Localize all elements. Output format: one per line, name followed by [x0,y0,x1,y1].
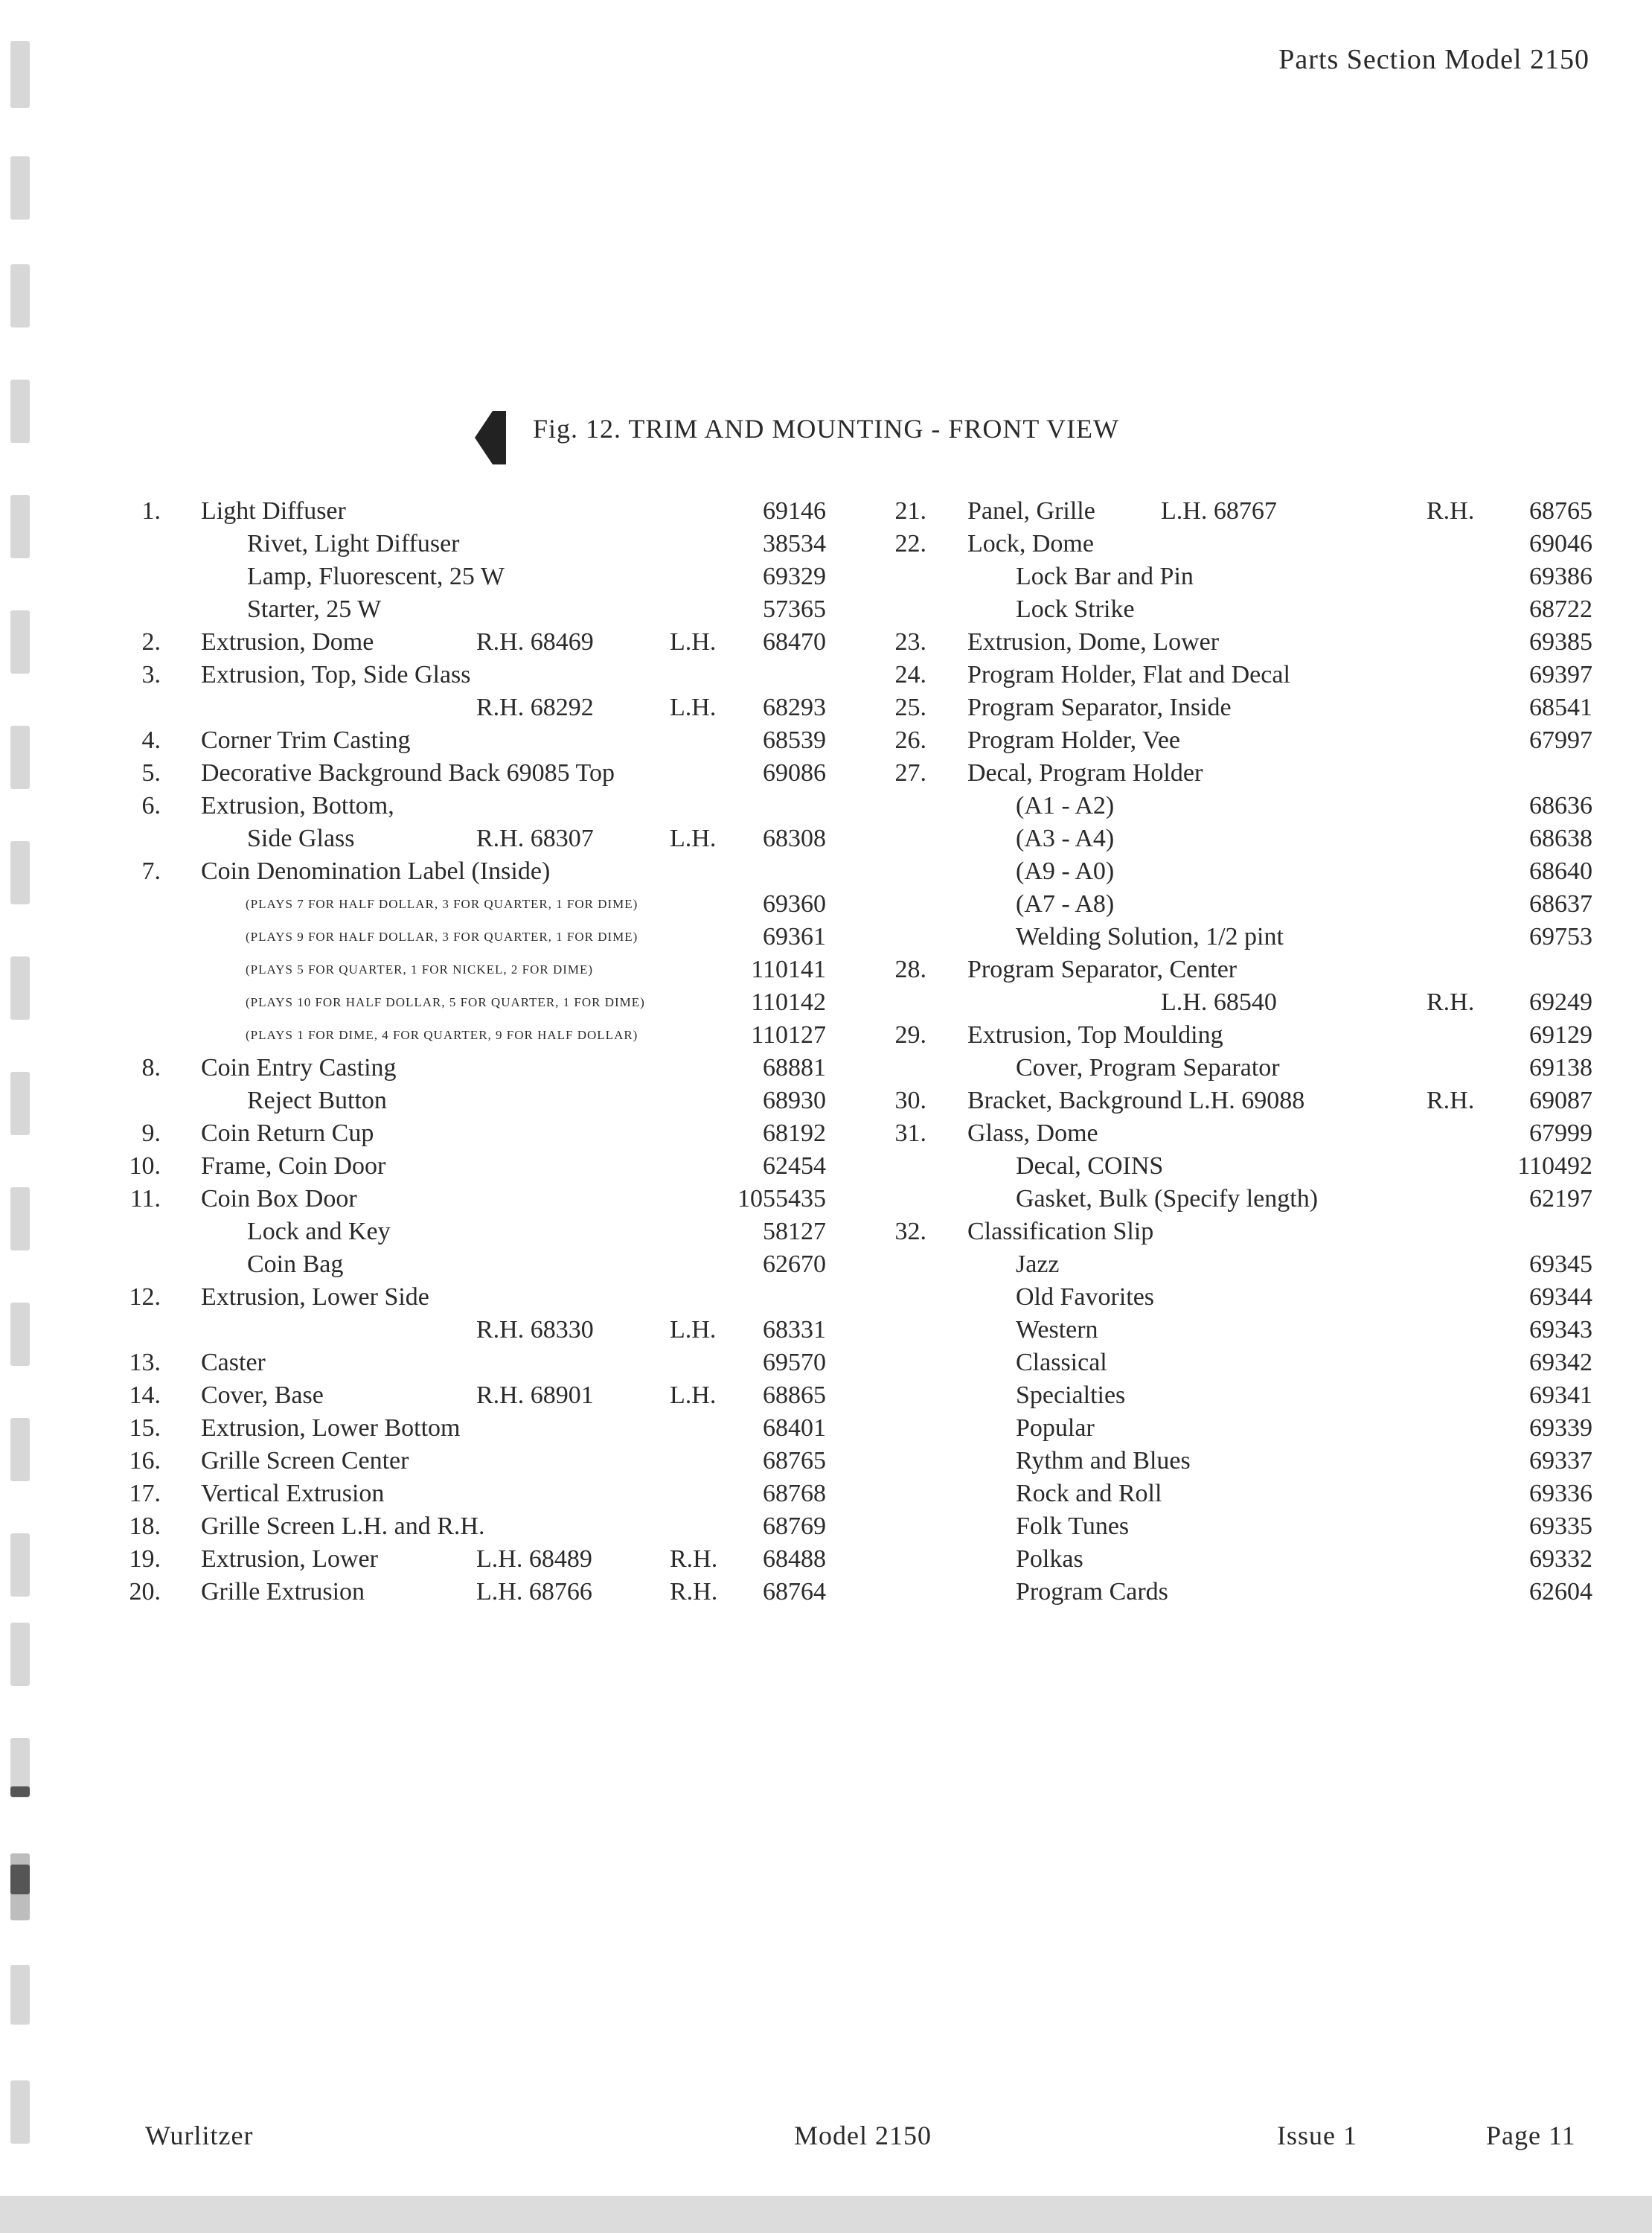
parts-row [119,691,826,724]
item-description: (A3 - A4) [1016,825,1115,852]
item-description: (PLAYS 10 FOR HALF DOLLAR, 5 FOR QUARTER, 1 FOR DIME) [246,995,645,1009]
item-description: (A7 - A8) [1016,890,1115,918]
parts-row [119,659,826,691]
part-number: 110492 [1517,1152,1592,1180]
item-description: Extrusion, Top, Side Glass [201,661,471,689]
part-number: 69332 [1529,1545,1592,1573]
parts-row [874,921,1592,953]
item-description: Decal, COINS [1016,1152,1164,1180]
parts-row [119,1019,826,1052]
parts-row [874,757,1592,790]
parts-row [874,1478,1592,1510]
item-side-label: R.H. [1427,497,1475,525]
item-description: Extrusion, Dome, Lower [967,628,1220,656]
part-number: 69341 [1529,1381,1592,1409]
binder-hole [10,1965,30,2025]
item-description: Grille Screen L.H. and R.H. [201,1512,485,1540]
parts-row [119,1346,826,1379]
item-number: 1. [141,497,161,525]
parts-row [119,626,826,659]
item-description: Old Favorites [1016,1283,1155,1311]
part-number: 68930 [763,1087,826,1114]
item-description: Panel, Grille [967,497,1095,525]
binder-hole-shadow [10,1865,30,1894]
parts-row [874,1445,1592,1478]
part-number: 69337 [1529,1447,1592,1475]
part-number: 62454 [763,1152,826,1180]
parts-list-left [119,495,826,1609]
parts-row [119,855,826,888]
parts-row [119,921,826,953]
part-number: 1055435 [737,1185,826,1213]
parts-row [119,822,826,855]
item-description: Jazz [1016,1250,1060,1278]
part-number: 38534 [763,530,826,558]
parts-list-right [874,495,1592,1609]
part-number: 68331 [763,1316,826,1344]
parts-row [119,1478,826,1510]
binder-hole [10,41,30,108]
parts-row [119,1215,826,1248]
parts-row [119,1510,826,1543]
parts-row [874,1215,1592,1248]
parts-row [874,855,1592,888]
parts-row [119,593,826,626]
part-number: 58127 [763,1218,826,1245]
parts-row [119,1543,826,1576]
parts-row [874,1543,1592,1576]
binder-hole [10,1187,30,1250]
item-description: (PLAYS 9 FOR HALF DOLLAR, 3 FOR QUARTER, 1 FOR DIME) [246,930,638,944]
item-number: 8. [141,1054,161,1082]
item-description: Caster [201,1349,266,1376]
item-side-label: L.H. [670,825,717,852]
item-side-label: R.H. [1427,988,1475,1016]
part-number: 68192 [763,1119,826,1147]
footer-page-number: Page 11 [1486,2121,1576,2150]
part-number: 69344 [1529,1283,1592,1311]
part-number: 68470 [763,628,826,656]
item-description: Frame, Coin Door [201,1152,386,1180]
parts-row [119,953,826,986]
part-number: 68638 [1529,825,1592,852]
item-description: Lock, Dome [967,530,1094,558]
item-description: Grille Screen Center [201,1447,409,1475]
item-description: Folk Tunes [1016,1512,1130,1540]
item-description: Rock and Roll [1016,1480,1162,1507]
parts-row [874,1576,1592,1609]
item-number: 23. [894,628,926,656]
parts-row [119,1281,826,1314]
parts-row [119,757,826,790]
item-description: Specialties [1016,1381,1126,1409]
item-number: 27. [894,759,926,787]
item-number: 7. [141,857,161,885]
parts-row [874,691,1592,724]
item-description: Popular [1016,1414,1095,1442]
item-description: Coin Box Door [201,1185,357,1213]
part-number: 68722 [1529,595,1592,623]
parts-row [874,1117,1592,1150]
item-description: Decal, Program Holder [967,759,1203,787]
binder-hole [10,956,30,1020]
item-number: 18. [129,1512,161,1540]
part-number: 68293 [763,694,826,721]
part-number: 57365 [763,595,826,623]
part-number: 68488 [763,1545,826,1573]
item-number: 28. [894,956,926,983]
item-description: Coin Return Cup [201,1119,374,1147]
item-description: Extrusion, Lower Side [201,1283,429,1311]
item-number: 21. [894,497,926,525]
parts-row [119,1445,826,1478]
item-description: Lamp, Fluorescent, 25 W [247,563,505,590]
part-number: 69138 [1529,1054,1592,1082]
item-description: Corner Trim Casting [201,726,411,754]
parts-row [874,1412,1592,1445]
item-side-label: R.H. [670,1545,718,1573]
item-side-label: R.H. [670,1578,718,1606]
item-side-label: L.H. [670,1381,717,1409]
part-number: 69753 [1529,923,1592,951]
item-description: Classification Slip [967,1218,1154,1245]
item-description: Welding Solution, 1/2 pint [1016,923,1284,951]
part-number: 69335 [1529,1512,1592,1540]
part-number: 69339 [1529,1414,1592,1442]
item-description: Light Diffuser [201,497,346,525]
part-number: 62670 [763,1250,826,1278]
item-description: Side Glass [247,825,355,852]
footer-issue: Issue 1 [1277,2121,1357,2150]
item-description: (PLAYS 7 FOR HALF DOLLAR, 3 FOR QUARTER, 1 FOR DIME) [246,897,638,911]
part-number: 110142 [751,988,826,1016]
item-description: Extrusion, Dome [201,628,374,656]
parts-row [874,1281,1592,1314]
item-variant: R.H. 68292 [476,694,594,721]
parts-row [874,1379,1592,1412]
item-number: 11. [129,1185,161,1213]
footer-company: Wurlitzer [145,2121,254,2150]
item-number: 3. [141,661,161,689]
part-number: 69343 [1529,1316,1592,1344]
part-number: 62604 [1529,1578,1592,1606]
item-description: Program Separator, Center [967,956,1238,983]
parts-row [874,626,1592,659]
parts-row [874,1052,1592,1084]
parts-row [874,1183,1592,1215]
footer-model: Model 2150 [794,2121,932,2150]
item-description: Rivet, Light Diffuser [247,530,460,558]
item-variant: R.H. 68307 [476,825,594,852]
item-description: Rythm and Blues [1016,1447,1191,1475]
item-number: 2. [141,628,161,656]
parts-row [874,790,1592,822]
binder-hole [10,264,30,328]
item-variant: R.H. 68469 [476,628,594,656]
item-description: Program Separator, Inside [967,694,1232,721]
item-number: 5. [141,759,161,787]
parts-row [874,593,1592,626]
item-description: Program Holder, Flat and Decal [967,661,1290,689]
part-number: 68539 [763,726,826,754]
part-number: 69570 [763,1349,826,1376]
item-description: Extrusion, Top Moulding [967,1021,1223,1049]
item-description: Program Cards [1016,1578,1168,1606]
parts-row [874,1346,1592,1379]
item-variant: R.H. 68330 [476,1316,594,1344]
binder-hole [10,2080,30,2144]
part-number: 68636 [1529,792,1592,820]
item-description: Lock Bar and Pin [1016,563,1194,590]
item-description: Decorative Background Back 69085 Top [201,759,615,787]
parts-row [119,1314,826,1346]
part-number: 69129 [1529,1021,1592,1049]
part-number: 69397 [1529,661,1592,689]
item-variant: L.H. 68540 [1161,988,1277,1016]
part-number: 69046 [1529,530,1592,558]
item-description: Polkas [1016,1545,1083,1573]
part-number: 68637 [1529,890,1592,918]
item-number: 16. [129,1447,161,1475]
item-number: 29. [894,1021,926,1049]
item-description: Classical [1016,1349,1107,1376]
parts-row [874,528,1592,560]
item-number: 25. [894,694,926,721]
parts-row [119,495,826,528]
item-description: Gasket, Bulk (Specify length) [1016,1185,1319,1213]
item-description: Vertical Extrusion [201,1480,385,1507]
item-description: Reject Button [247,1087,387,1114]
part-number: 69386 [1529,563,1592,590]
item-description: Extrusion, Lower [201,1545,378,1573]
part-number: 62197 [1529,1185,1592,1213]
part-number: 68768 [763,1480,826,1507]
binder-hole [10,1623,30,1686]
item-number: 12. [129,1283,161,1311]
parts-row [874,560,1592,593]
item-description: Lock Strike [1016,595,1135,623]
item-description: Cover, Base [201,1381,324,1409]
part-number: 68640 [1529,857,1592,885]
item-description: Cover, Program Separator [1016,1054,1280,1082]
item-side-label: R.H. [1427,1087,1475,1114]
figure-title-text: Fig. 12. TRIM AND MOUNTING - FRONT VIEW [533,414,1120,444]
binder-hole [10,1072,30,1135]
parts-row [874,1248,1592,1281]
parts-row [874,495,1592,528]
binder-hole [10,1418,30,1481]
item-number: 24. [894,661,926,689]
item-side-label: L.H. [670,694,717,721]
parts-row [119,1150,826,1183]
part-number: 69249 [1529,988,1592,1016]
item-side-label: L.H. [670,628,717,656]
part-number: 69360 [763,890,826,918]
item-number: 22. [894,530,926,558]
item-description: Coin Denomination Label (Inside) [201,857,551,885]
item-number: 4. [141,726,161,754]
page-header: Parts Section Model 2150 [1278,44,1589,75]
binder-hole [10,1303,30,1366]
part-number: 68308 [763,825,826,852]
part-number: 110127 [751,1021,826,1049]
parts-row [874,822,1592,855]
binder-hole [10,841,30,904]
part-number: 69087 [1529,1087,1592,1114]
part-number: 69342 [1529,1349,1592,1376]
binder-hole [10,156,30,220]
parts-row [119,1412,826,1445]
parts-row [119,1576,826,1609]
part-number: 68401 [763,1414,826,1442]
item-number: 10. [129,1152,161,1180]
parts-row [874,1314,1592,1346]
parts-row [119,1052,826,1084]
parts-row [119,790,826,822]
parts-row [874,659,1592,691]
part-number: 67997 [1529,726,1592,754]
parts-row [119,1183,826,1215]
item-description: Extrusion, Lower Bottom [201,1414,461,1442]
item-number: 9. [141,1119,161,1147]
item-number: 13. [129,1349,161,1376]
figure-title [476,413,1119,444]
part-number: 68881 [763,1054,826,1082]
parts-row [874,888,1592,921]
parts-row [874,1084,1592,1117]
item-number: 17. [129,1480,161,1507]
parts-row [874,1150,1592,1183]
binder-hole-shadow [10,1786,30,1797]
part-number: 68865 [763,1381,826,1409]
item-description: Glass, Dome [967,1119,1098,1147]
item-description: Lock and Key [247,1218,391,1245]
part-number: 69146 [763,497,826,525]
item-description: (A9 - A0) [1016,857,1115,885]
item-description: Starter, 25 W [247,595,382,623]
item-description: Western [1016,1316,1098,1344]
item-number: 31. [894,1119,926,1147]
parts-row [119,1379,826,1412]
item-description: Bracket, Background L.H. 69088 [967,1087,1305,1114]
parts-row [119,1248,826,1281]
binder-hole [10,495,30,558]
item-description: (A1 - A2) [1016,792,1115,820]
part-number: 68769 [763,1512,826,1540]
parts-row [874,724,1592,757]
item-side-label: L.H. [670,1316,717,1344]
binder-hole [10,726,30,789]
parts-row [874,1510,1592,1543]
item-number: 32. [894,1218,926,1245]
item-number: 19. [129,1545,161,1573]
parts-row [874,953,1592,986]
page-edge [0,2196,1652,2233]
part-number: 67999 [1529,1119,1592,1147]
part-number: 69329 [763,563,826,590]
item-number: 14. [129,1381,161,1409]
part-number: 110141 [751,956,826,983]
item-description: Grille Extrusion [201,1578,365,1606]
item-description: (PLAYS 1 FOR DIME, 4 FOR QUARTER, 9 FOR HALF DOLLAR) [246,1028,638,1042]
part-number: 69086 [763,759,826,787]
parts-row [119,528,826,560]
item-description: Program Holder, Vee [967,726,1180,754]
parts-row [119,1117,826,1150]
part-number: 69385 [1529,628,1592,656]
parts-row [874,1019,1592,1052]
parts-row [874,986,1592,1019]
item-number: 15. [129,1414,161,1442]
item-description: Extrusion, Bottom, [201,792,394,820]
part-number: 68764 [763,1578,826,1606]
item-description: Coin Bag [247,1250,344,1278]
parts-row [119,724,826,757]
part-number: 68541 [1529,694,1592,721]
item-number: 30. [894,1087,926,1114]
item-description: Coin Entry Casting [201,1054,397,1082]
item-number: 6. [141,792,161,820]
parts-row [119,986,826,1019]
part-number: 69345 [1529,1250,1592,1278]
parts-row [119,1084,826,1117]
item-variant: L.H. 68489 [476,1545,592,1573]
part-number: 68765 [763,1447,826,1475]
parts-row [119,560,826,593]
item-number: 26. [894,726,926,754]
binder-hole [10,1533,30,1597]
binder-hole [10,610,30,674]
part-number: 68765 [1529,497,1592,525]
item-description: (PLAYS 5 FOR QUARTER, 1 FOR NICKEL, 2 FOR DIME) [246,962,594,977]
item-variant: R.H. 68901 [476,1381,594,1409]
part-number: 69361 [763,923,826,951]
binder-hole [10,380,30,443]
item-variant: L.H. 68766 [476,1578,592,1606]
item-variant: L.H. 68767 [1161,497,1277,525]
parts-row [119,888,826,921]
item-number: 20. [129,1578,161,1606]
part-number: 69336 [1529,1480,1592,1507]
